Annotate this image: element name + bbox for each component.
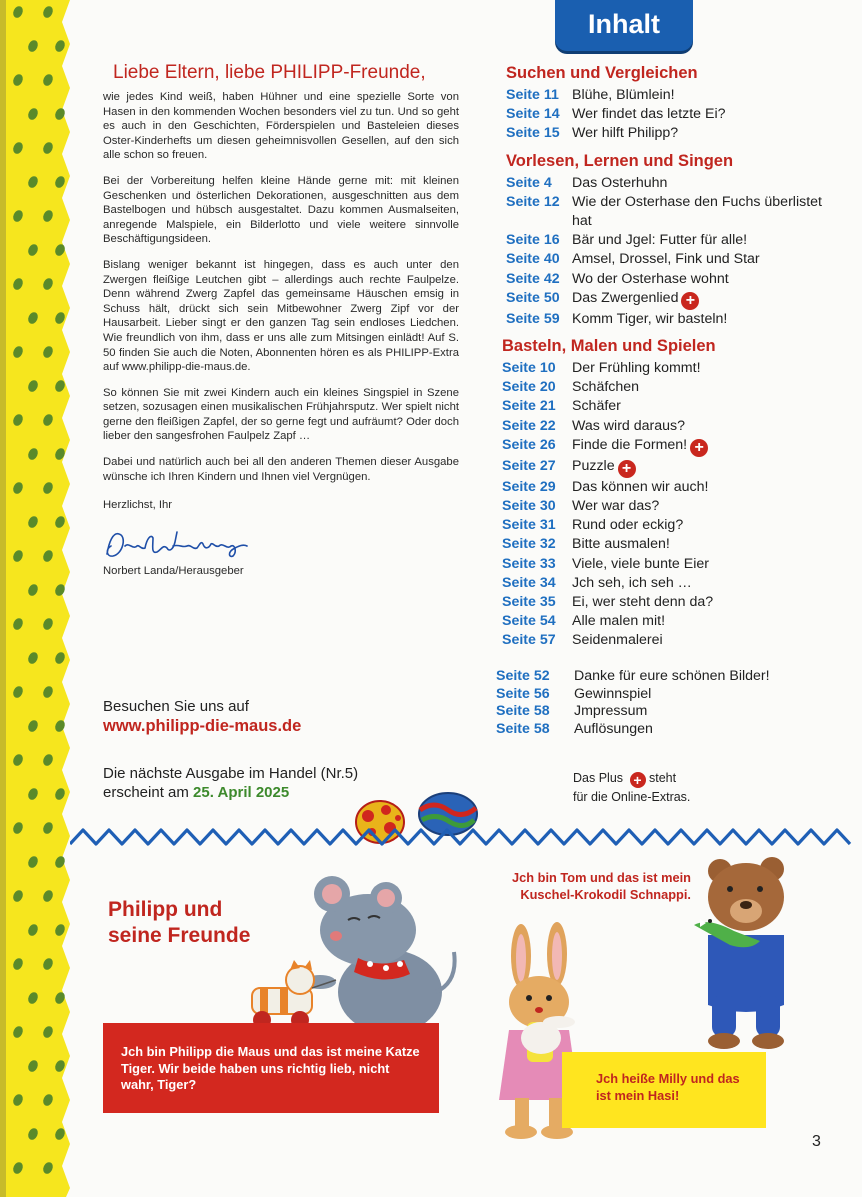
toc-row[interactable] xyxy=(496,686,836,704)
toc-row[interactable] xyxy=(496,703,836,721)
toc-row[interactable] xyxy=(496,436,836,457)
toc-page: Seite 59 xyxy=(506,310,560,327)
friends-title xyxy=(108,897,250,949)
toc-title: Viele, viele bunte Eier xyxy=(572,555,709,572)
toc-title: Rund oder eckig? xyxy=(572,517,684,534)
editorial-letter xyxy=(103,60,459,589)
milly-caption: Jch heiße Milly und das ist mein Hasi! xyxy=(596,1071,740,1103)
toc-title: Das können wir auch! xyxy=(572,478,709,495)
toc-row[interactable] xyxy=(496,231,836,250)
toc-title: Ei, wer steht denn da? xyxy=(572,594,714,611)
toc-row[interactable] xyxy=(496,612,836,631)
toc-title: Wo der Osterhase wohnt xyxy=(572,270,729,287)
toc-page: Seite 52 xyxy=(496,667,550,684)
toc-page: Seite 4 xyxy=(506,174,552,191)
toc-row[interactable] xyxy=(496,574,836,593)
toc-row[interactable] xyxy=(496,289,836,310)
toc-page: Seite 20 xyxy=(502,379,556,396)
plus-legend-line2: für die Online-Extras. xyxy=(573,790,691,804)
toc-title: Was wird daraus? xyxy=(572,417,686,434)
toc-page: Seite 58 xyxy=(496,720,550,737)
plus-icon: + xyxy=(618,460,636,478)
plus-icon: + xyxy=(690,439,708,457)
toc-row[interactable] xyxy=(496,397,836,416)
page-number: 3 xyxy=(812,1133,821,1150)
toc-row[interactable] xyxy=(496,535,836,554)
philipp-caption-box xyxy=(103,1023,439,1113)
toc-title: Schäfer xyxy=(572,398,621,415)
toc-page: Seite 16 xyxy=(506,232,560,249)
toc-row[interactable] xyxy=(496,250,836,269)
toc-row[interactable] xyxy=(496,516,836,535)
toc-extras xyxy=(496,667,836,739)
dotted-border xyxy=(0,0,76,1197)
toc-title: Bär und Jgel: Futter für alle! xyxy=(572,232,748,249)
handwritten-signature xyxy=(103,524,253,564)
wavy-divider xyxy=(70,822,862,852)
toc-title: Wie der Osterhase den Fuchs überlistet hat xyxy=(572,193,822,230)
toc-section xyxy=(496,62,836,144)
plus-legend xyxy=(573,769,690,806)
toc-page: Seite 35 xyxy=(502,594,556,611)
toc-page: Seite 27 xyxy=(502,457,556,474)
milly-caption-box xyxy=(562,1052,766,1128)
letter-paragraph: So können Sie mit zwei Kindern auch ein kleines Singspiel in Szene setzen, sozusagen einen musikalischen Frühjahrsputz. Wer spielt nicht gerne den fleißigen Zapfel, der so gerne fegt und aufräumt? Oder doch lieber den sangesfrohen Faulpelz Zapf … xyxy=(103,386,459,443)
toc-title-text: Finde die Formen! xyxy=(572,436,688,453)
plus-icon: + xyxy=(681,292,699,310)
plus-legend-suffix: steht xyxy=(649,771,677,785)
toc-row[interactable] xyxy=(496,593,836,612)
toc-page: Seite 50 xyxy=(506,289,560,306)
philipp-caption: Jch bin Philipp die Maus und das ist meine Katze Tiger. Wir beide haben uns richtig lieb, nicht wahr, Tiger? xyxy=(121,1044,420,1092)
toc-title: Seidenmalerei xyxy=(572,632,663,649)
toc-title: Amsel, Drossel, Fink und Star xyxy=(572,251,760,268)
friends-title-line: seine Freunde xyxy=(108,924,251,947)
plus-icon: + xyxy=(630,772,646,788)
toc-title: Danke für eure schönen Bilder! xyxy=(574,667,770,684)
toc-page: Seite 58 xyxy=(496,703,550,720)
toc-page: Seite 15 xyxy=(506,125,560,142)
plus-legend-prefix: Das Plus xyxy=(573,771,624,785)
toc-title: Jch seh, ich seh … xyxy=(572,574,692,591)
visit-label: Besuchen Sie uns auf xyxy=(103,698,249,715)
letter-paragraph: wie jedes Kind weiß, haben Hühner und eine spezielle Sorte von Hasen in den kommenden Wochen besonders viel zu tun. Und so geht es auch in den Geschichten, Förderspielen und Basteleien dieses Oster-Kinderhefts um diesen geheimnisvollen Gesellen, auf den sich alle schon so freuen. xyxy=(103,91,459,162)
toc-title: Wer war das? xyxy=(572,498,660,515)
toc-title: Blühe, Blümlein! xyxy=(572,87,675,103)
toc-row[interactable] xyxy=(496,310,836,329)
toc-section-heading: Vorlesen, Lernen und Singen xyxy=(506,151,734,170)
toc-row[interactable] xyxy=(496,497,836,516)
toc-page: Seite 11 xyxy=(506,87,559,103)
toc-section-heading: Suchen und Vergleichen xyxy=(506,64,698,82)
next-issue-line: Die nächste Ausgabe im Handel (Nr.5) xyxy=(103,765,359,782)
bear-illustration xyxy=(690,855,810,1055)
toc-row[interactable] xyxy=(496,124,836,143)
toc-row[interactable] xyxy=(496,174,836,193)
toc-row[interactable] xyxy=(496,631,836,650)
letter-paragraph: Dabei und natürlich auch bei all den anderen Themen dieser Ausgabe wünsche ich Ihren Kindern und Ihnen viel Vergnügen. xyxy=(103,456,459,483)
letter-paragraph: Bislang weniger bekannt ist hingegen, dass es auch unter den Zwergen fleißige Leutchen gibt – allerdings auch rechte Faulpelze. Denn während Zwerg Zapfel das gemeinsame Häuschen emsig in Schuss hält, drückt sich sein Mitbewohner Zwerg Zipf vor der Hausarbeit. Lieber singt er den ganzen Tag sein endloses Liedchen. Wie freundlich von ihm, dass er uns alle zum Mitsingen einlädt! Auf S. 50 finden Sie auch die Noten, Abonnenten hören es als PHILIPP-Extra auf www.philipp-die-maus.de. xyxy=(103,258,459,374)
toc-page: Seite 32 xyxy=(502,536,556,553)
toc-row[interactable] xyxy=(496,105,836,124)
toc-title: Auflösungen xyxy=(574,720,653,737)
toc-title: Alle malen mit! xyxy=(572,613,666,630)
plus-legend-line xyxy=(573,769,690,788)
toc-page: Seite 12 xyxy=(506,193,560,210)
toc-row[interactable] xyxy=(496,86,836,105)
next-issue-date: 25. April 2025 xyxy=(193,784,290,801)
visit-block xyxy=(103,698,463,736)
toc-title: Jmpressum xyxy=(574,703,648,720)
toc-row[interactable] xyxy=(496,667,836,686)
toc-section xyxy=(496,335,836,651)
toc-row[interactable] xyxy=(496,478,836,497)
contents-tab: Inhalt xyxy=(555,0,693,51)
toc-page: Seite 31 xyxy=(502,517,556,534)
toc-row[interactable] xyxy=(496,378,836,397)
toc-page: Seite 42 xyxy=(506,270,560,287)
toc-page: Seite 54 xyxy=(502,613,556,630)
toc-row[interactable] xyxy=(496,555,836,574)
signature-name: Norbert Landa/Herausgeber xyxy=(103,564,244,577)
letter-heading: Liebe Eltern, liebe PHILIPP-Freunde, xyxy=(113,62,426,83)
toc-page: Seite 34 xyxy=(502,574,556,591)
toc-page: Seite 22 xyxy=(502,417,556,434)
toc-row[interactable] xyxy=(496,457,836,478)
toc-row[interactable] xyxy=(496,721,836,739)
letter-greeting: Herzlichst, Ihr xyxy=(103,499,173,512)
toc-page: Seite 26 xyxy=(502,436,556,453)
table-of-contents xyxy=(496,62,836,738)
next-issue-prefix: erscheint am xyxy=(103,784,194,801)
toc-title: Der Frühling kommt! xyxy=(572,360,701,377)
toc-page: Seite 56 xyxy=(496,685,550,702)
toc-title xyxy=(572,436,836,457)
toc-row[interactable] xyxy=(496,193,836,231)
toc-title: Schäfchen xyxy=(572,379,640,396)
toc-page: Seite 29 xyxy=(502,478,556,495)
toc-title: Komm Tiger, wir basteln! xyxy=(572,310,728,327)
toc-title-text: Puzzle xyxy=(572,457,615,474)
toc-page: Seite 14 xyxy=(506,106,560,123)
toc-title: Gewinnspiel xyxy=(574,685,652,702)
toc-title xyxy=(572,289,836,310)
toc-row[interactable] xyxy=(496,417,836,436)
toc-title-text: Das Zwergenlied xyxy=(572,289,679,306)
toc-section xyxy=(496,150,836,329)
toc-title: Bitte ausmalen! xyxy=(572,536,670,553)
toc-section-heading: Basteln, Malen und Spielen xyxy=(502,337,716,356)
toc-row[interactable] xyxy=(496,359,836,378)
toc-page: Seite 30 xyxy=(502,498,556,515)
toc-title xyxy=(572,457,836,478)
toc-page: Seite 33 xyxy=(502,555,556,572)
toc-page: Seite 40 xyxy=(506,251,560,268)
tom-caption: Jch bin Tom und das ist mein Kuschel-Krokodil Schnappi. xyxy=(512,870,691,902)
toc-page: Seite 57 xyxy=(502,632,556,649)
letter-paragraph: Bei der Vorbereitung helfen kleine Hände gerne mit: mit kleinen Geschenken und österlichen Dekorationen, ausgeschnitten aus dem Bastelbogen und hübsch ausgestaltet. Dazu kommen Ausmalseiten, anregende Malspiele, ein Bilderlotto und viele weitere sinnvolle Beschäftigungsideen. xyxy=(103,174,459,246)
toc-row[interactable] xyxy=(496,270,836,289)
toc-title: Wer hilft Philipp? xyxy=(572,125,679,142)
friends-title-line: Philipp und xyxy=(108,898,223,921)
toc-title: Wer findet das letzte Ei? xyxy=(572,106,726,123)
decorative-strip xyxy=(0,0,76,1197)
toc-page: Seite 21 xyxy=(502,398,556,415)
mouse-illustration xyxy=(240,872,460,1042)
toc-title: Das Osterhuhn xyxy=(572,174,668,191)
website-link[interactable]: www.philipp-die-maus.de xyxy=(103,717,302,735)
toc-page: Seite 10 xyxy=(502,360,556,377)
